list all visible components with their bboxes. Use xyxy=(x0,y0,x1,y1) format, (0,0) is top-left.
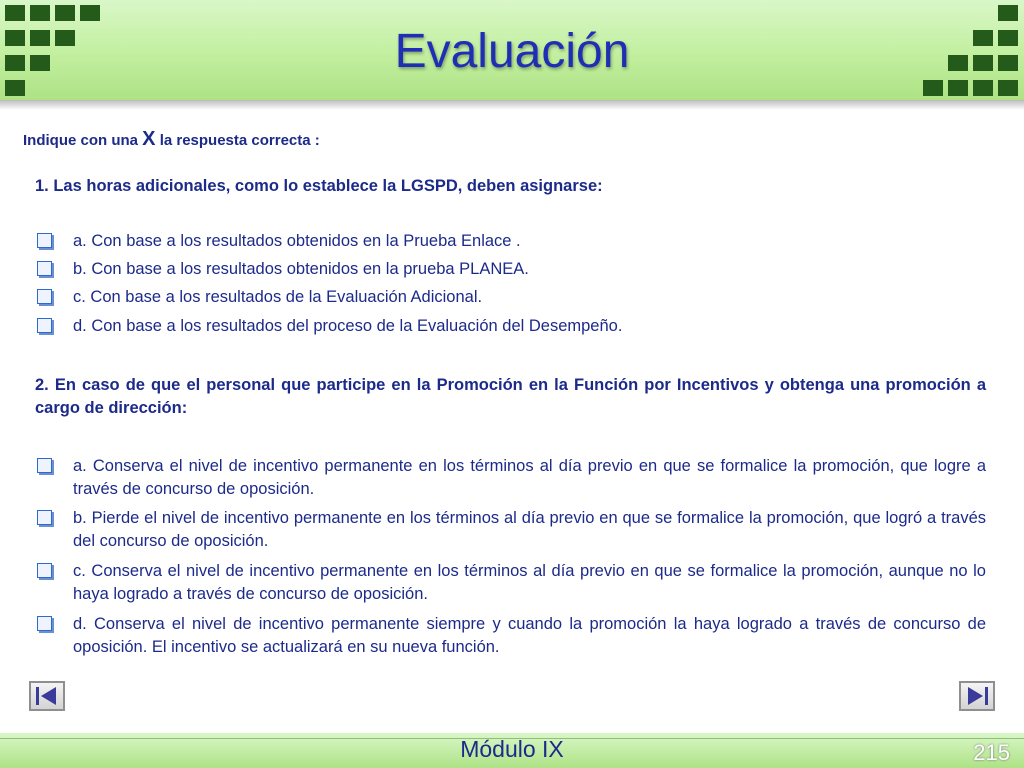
checkbox-bullet-icon[interactable] xyxy=(37,318,52,333)
decor-square xyxy=(923,80,943,96)
checkbox-bullet-icon[interactable] xyxy=(37,510,52,525)
option-text: d. Conserva el nivel de incentivo permanente siempre y cuando la promoción la haya logrado a través de concurso de oposición. El incentivo se actualizará en su nueva función. xyxy=(73,615,986,656)
option-text: c. Conserva el nivel de incentivo permanente en los términos al día previo en que se formalice la promoción, aunque no lo haya logrado a través de concurso de oposición. xyxy=(73,562,986,603)
option-text: b. Con base a los resultados obtenidos en la prueba PLANEA. xyxy=(73,260,529,278)
question-1-option-c[interactable] xyxy=(37,286,986,309)
next-arrow-icon xyxy=(965,686,989,706)
decor-square xyxy=(998,5,1018,21)
question-2-option-c[interactable] xyxy=(37,560,986,606)
question-1-option-a[interactable] xyxy=(37,230,986,253)
question-1: 1. Las horas adicionales, como lo establece la LGSPD, deben asignarse: xyxy=(35,177,603,195)
page-number: 215 xyxy=(973,740,1010,765)
instruction-text xyxy=(23,128,320,151)
instruction-prefix: Indique con una xyxy=(23,132,138,149)
module-label: Módulo IX xyxy=(460,736,564,762)
checkbox-bullet-icon[interactable] xyxy=(37,563,52,578)
instruction-mark: X xyxy=(142,128,156,150)
decor-square xyxy=(5,80,25,96)
option-text: a. Con base a los resultados obtenidos en la Prueba Enlace . xyxy=(73,232,521,250)
decor-square xyxy=(80,5,100,21)
checkbox-bullet-icon[interactable] xyxy=(37,261,52,276)
checkbox-bullet-icon[interactable] xyxy=(37,289,52,304)
option-text: a. Conserva el nivel de incentivo permanente en los términos al día previo en que se formalice la promoción, que logre a través de concurso de oposición. xyxy=(73,457,986,498)
decor-square xyxy=(998,80,1018,96)
previous-slide-button[interactable] xyxy=(29,681,65,711)
question-1-option-d[interactable] xyxy=(37,315,986,338)
previous-arrow-icon xyxy=(35,686,59,706)
question-2: 2. En caso de que el personal que participe en la Promoción en la Función por Incentivos y obtenga una promoción a cargo de dirección: xyxy=(35,376,986,417)
option-text: d. Con base a los resultados del proceso de la Evaluación del Desempeño. xyxy=(73,317,623,335)
decor-square xyxy=(948,80,968,96)
checkbox-bullet-icon[interactable] xyxy=(37,616,52,631)
slide-title: Evaluación xyxy=(394,25,630,78)
decor-square xyxy=(5,5,25,21)
question-1-option-b[interactable] xyxy=(37,258,986,281)
checkbox-bullet-icon[interactable] xyxy=(37,458,52,473)
next-slide-button[interactable] xyxy=(959,681,995,711)
decor-square xyxy=(973,80,993,96)
decor-square xyxy=(30,5,50,21)
question-2-option-b[interactable] xyxy=(37,507,986,553)
question-2-option-d[interactable] xyxy=(37,613,986,659)
header-shadow xyxy=(0,100,1024,110)
question-2-option-a[interactable] xyxy=(37,455,986,501)
option-text: c. Con base a los resultados de la Evaluación Adicional. xyxy=(73,288,483,306)
option-text: b. Pierde el nivel de incentivo permanente en los términos al día previo en que se formalice la promoción, que logró a través del concurso de oposición. xyxy=(73,509,986,550)
instruction-suffix: la respuesta correcta : xyxy=(159,132,320,149)
decor-square xyxy=(55,5,75,21)
checkbox-bullet-icon[interactable] xyxy=(37,233,52,248)
